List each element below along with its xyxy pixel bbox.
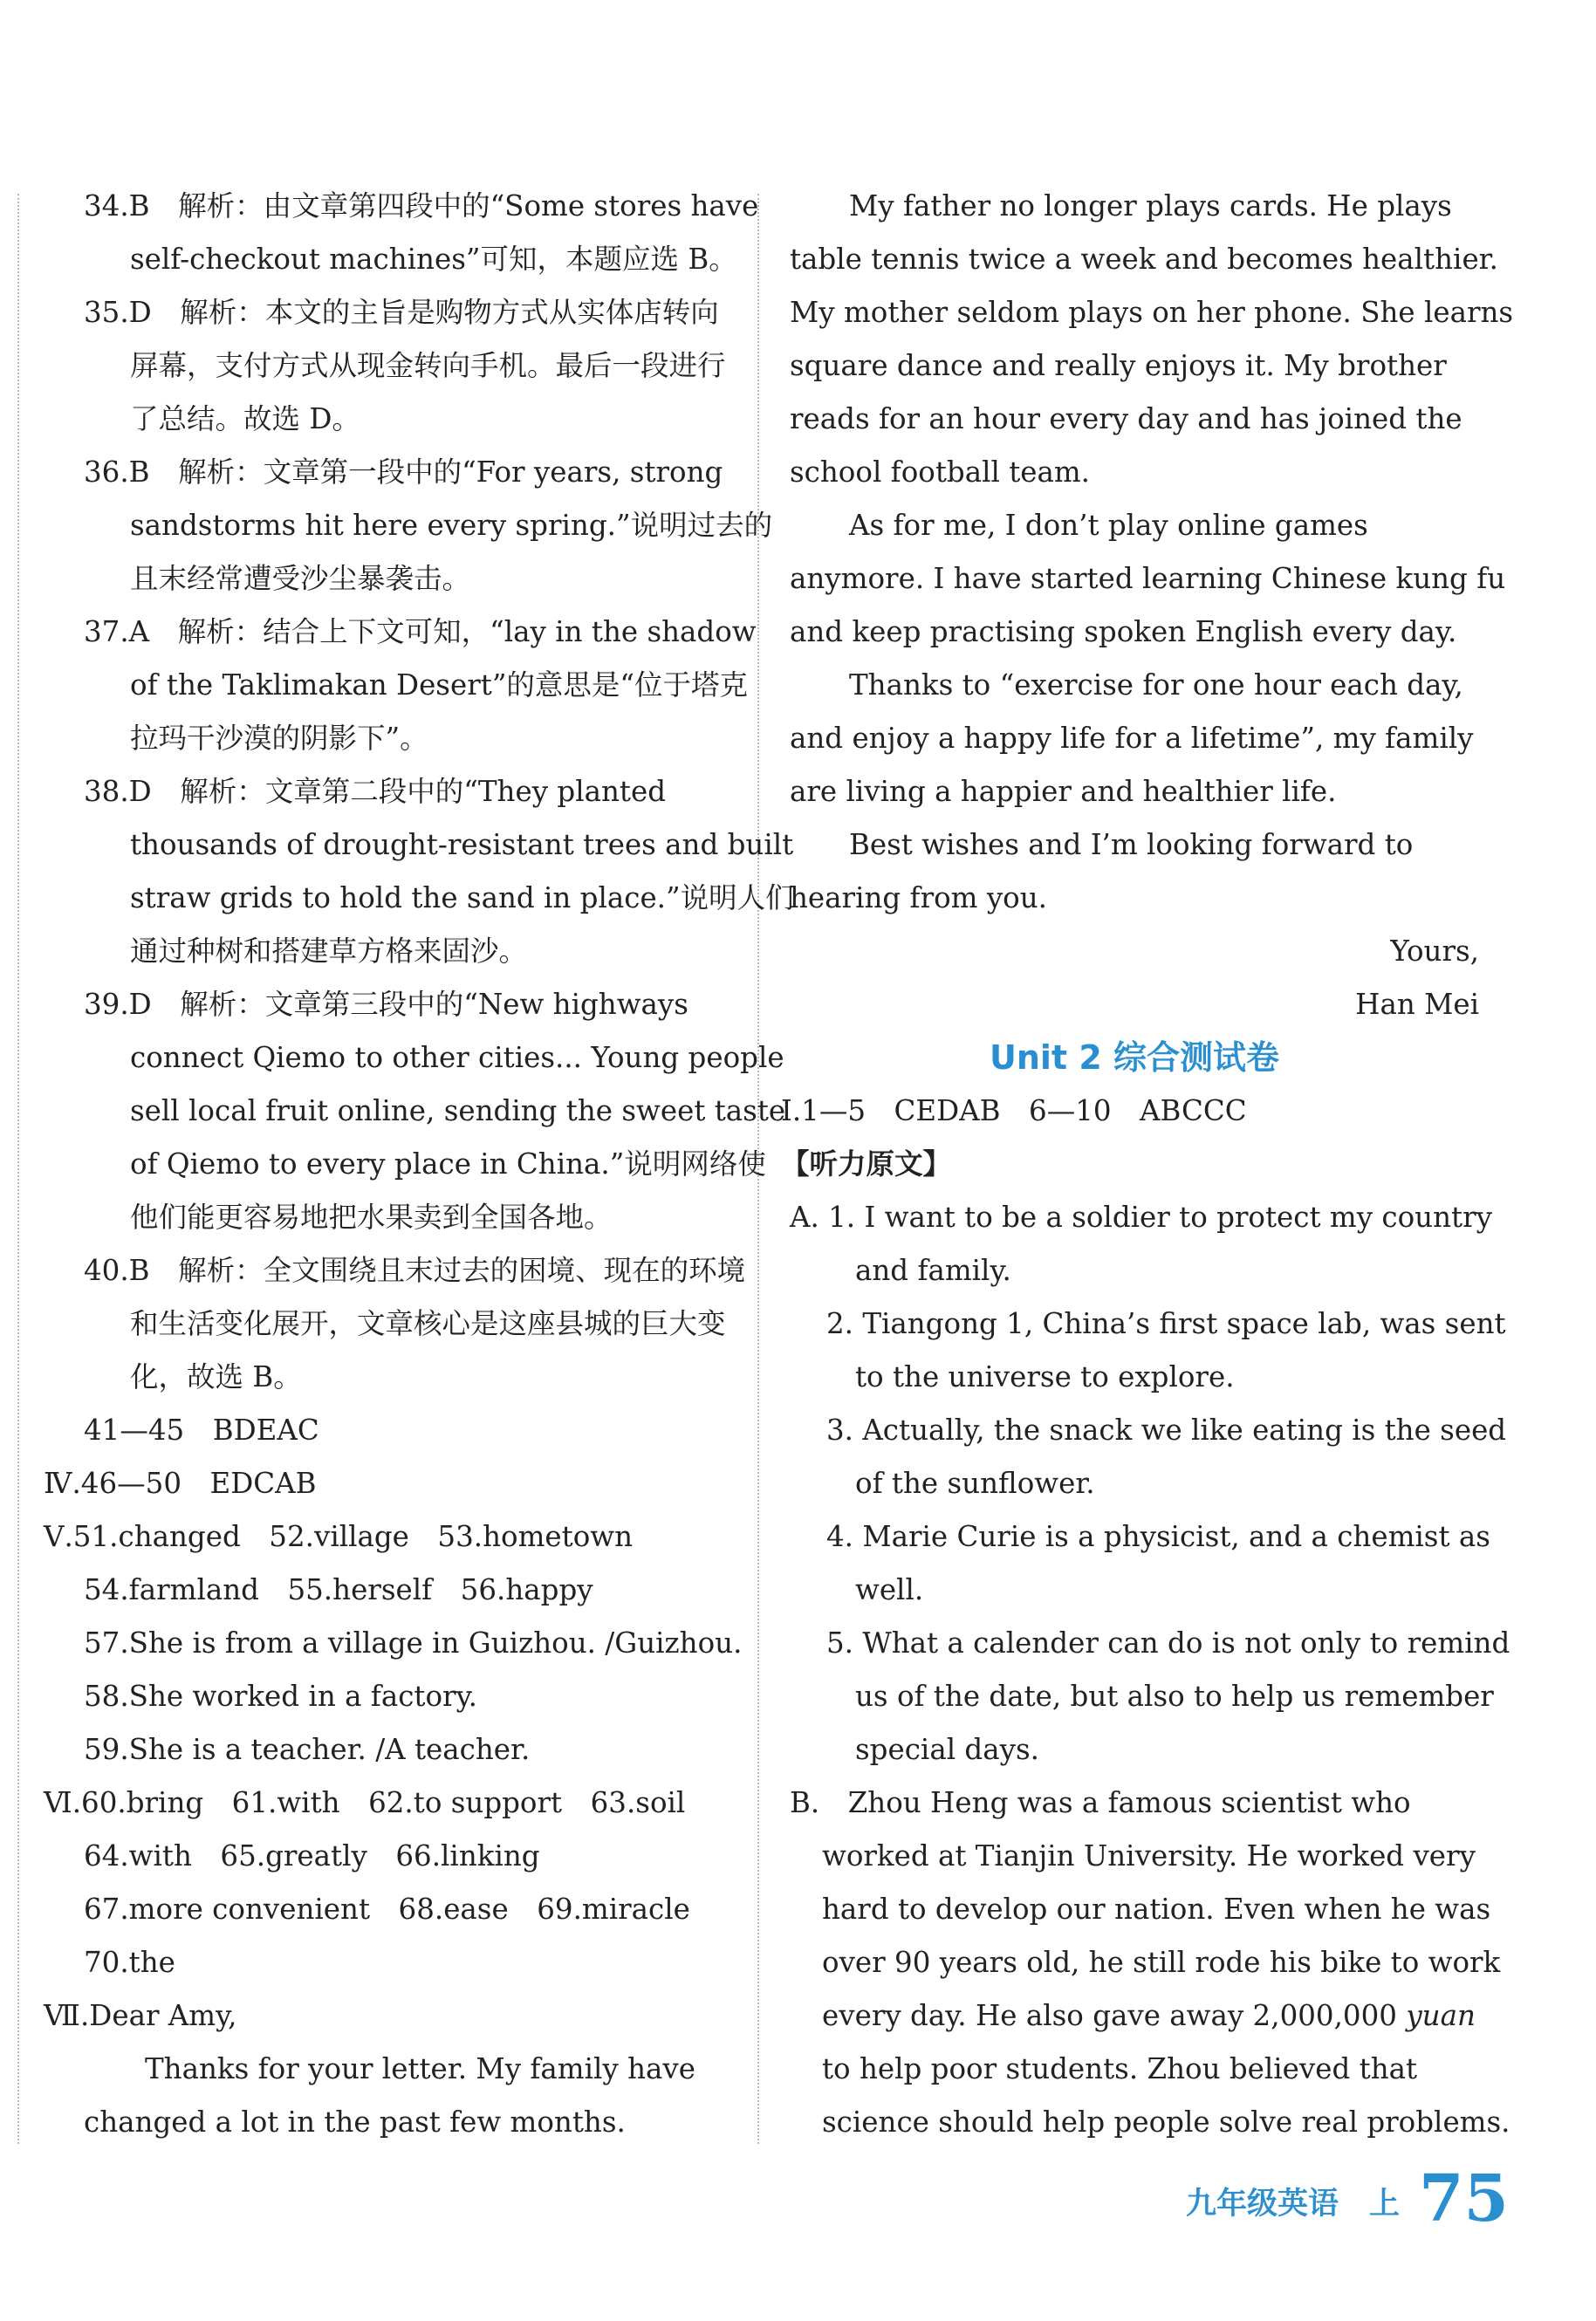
letter-line: square dance and really enjoys it. My brother bbox=[790, 349, 1447, 382]
answer-line: of the Taklimakan Desert”的意思是“位于塔克 bbox=[130, 668, 749, 702]
answer-line: 64.with 65.greatly 66.linking bbox=[84, 1839, 540, 1873]
letter-line: As for me, I don’t play online games bbox=[849, 509, 1368, 542]
letter-line: school football team. bbox=[790, 455, 1091, 489]
letter-line: are living a happier and healthier life. bbox=[790, 775, 1337, 808]
section-vi-answer: Ⅵ.60.bring 61.with 62.to support 63.soil bbox=[44, 1786, 686, 1819]
answer-line: connect Qiemo to other cities... Young people bbox=[130, 1041, 784, 1074]
letter-line: changed a lot in the past few months. bbox=[84, 2105, 626, 2139]
section-vii-answer: Ⅶ.Dear Amy, bbox=[44, 1999, 237, 2032]
letter-line: My mother seldom plays on her phone. She learns bbox=[790, 296, 1514, 329]
letter-line: Thanks to “exercise for one hour each day, bbox=[849, 668, 1463, 702]
footer-book-title: 九年级英语 上 bbox=[1186, 2187, 1401, 2222]
answer-line: self-checkout machines”可知，本题应选 B。 bbox=[130, 243, 737, 276]
answer-line: 58.She worked in a factory. bbox=[84, 1680, 477, 1713]
answer-line: 37.A 解析：结合上下文可知，“lay in the shadow bbox=[84, 615, 757, 648]
letter-line: and enjoy a happy life for a lifetime”, my family bbox=[790, 722, 1474, 755]
answer-line: 41—45 BDEAC bbox=[84, 1414, 319, 1447]
answer-line: 且末经常遭受沙尘暴袭击。 bbox=[130, 562, 471, 595]
listening-line: hard to develop our nation. Even when he was bbox=[822, 1893, 1491, 1926]
listening-line: special days. bbox=[855, 1733, 1039, 1766]
answer-line: 屏幕，支付方式从现金转向手机。最后一段进行 bbox=[130, 349, 726, 382]
letter-line: hearing from you. bbox=[790, 881, 1048, 914]
listening-line: to help poor students. Zhou believed that bbox=[822, 2052, 1418, 2085]
letter-line: reads for an hour every day and has joined the bbox=[790, 402, 1462, 435]
currency-yuan: yuan bbox=[1406, 1999, 1476, 2032]
answer-line: 了总结。故选 D。 bbox=[130, 402, 360, 435]
listening-line: well. bbox=[855, 1573, 924, 1606]
answer-line: 54.farmland 55.herself 56.happy bbox=[84, 1573, 593, 1606]
listening-line: 2. Tiangong 1, China’s first space lab, was sent bbox=[826, 1307, 1506, 1340]
answer-line: 70.the bbox=[84, 1946, 175, 1979]
listening-line: us of the date, but also to help us remember bbox=[855, 1680, 1494, 1713]
answer-line: sell local fruit online, sending the sweet taste bbox=[130, 1094, 786, 1127]
listening-line: 5. What a calender can do is not only to remind bbox=[826, 1626, 1510, 1660]
answer-line: 拉玛干沙漠的阴影下”。 bbox=[130, 722, 428, 755]
letter-closing: Yours, bbox=[1390, 935, 1479, 968]
answer-line: 化，故选 B。 bbox=[130, 1360, 302, 1393]
answer-line: 通过种树和搭建草方格来固沙。 bbox=[130, 935, 528, 968]
listening-line: of the sunflower. bbox=[855, 1467, 1095, 1500]
answer-line: 38.D 解析：文章第二段中的“They planted bbox=[84, 775, 666, 808]
answer-line: 39.D 解析：文章第三段中的“New highways bbox=[84, 988, 688, 1021]
letter-line: and keep practising spoken English every day. bbox=[790, 615, 1457, 648]
letter-line: My father no longer plays cards. He plays bbox=[849, 189, 1452, 223]
letter-line: table tennis twice a week and becomes healthier. bbox=[790, 243, 1498, 276]
page-number: 75 bbox=[1419, 2161, 1509, 2236]
page-footer bbox=[1186, 2161, 1509, 2236]
listening-line: A. 1. I want to be a soldier to protect my country bbox=[790, 1201, 1492, 1234]
listening-line: B. Zhou Heng was a famous scientist who bbox=[790, 1786, 1411, 1819]
answer-line: 59.She is a teacher. /A teacher. bbox=[84, 1733, 531, 1766]
listening-line: worked at Tianjin University. He worked very bbox=[822, 1839, 1476, 1873]
answer-line: 35.D 解析：本文的主旨是购物方式从实体店转向 bbox=[84, 296, 719, 329]
listening-line: and family. bbox=[855, 1254, 1011, 1287]
listening-script-label: 【听力原文】 bbox=[781, 1147, 952, 1181]
answer-line: of Qiemo to every place in China.”说明网络使 bbox=[130, 1147, 766, 1181]
section-v-answer: Ⅴ.51.changed 52.village 53.hometown bbox=[44, 1520, 634, 1553]
answer-line: 和生活变化展开，文章核心是这座县城的巨大变 bbox=[130, 1307, 726, 1340]
answer-line: thousands of drought-resistant trees and built bbox=[130, 828, 794, 861]
answer-line: 57.She is from a village in Guizhou. /Guizhou. bbox=[84, 1626, 743, 1660]
listening-line bbox=[822, 1989, 1476, 2043]
listening-line: science should help people solve real problems. bbox=[822, 2105, 1510, 2139]
letter-line: Thanks for your letter. My family have bbox=[145, 2052, 695, 2085]
letter-line: anymore. I have started learning Chinese kung fu bbox=[790, 562, 1506, 595]
listening-line: 3. Actually, the snack we like eating is the seed bbox=[826, 1414, 1507, 1447]
answer-line: 40.B 解析：全文围绕且末过去的困境、现在的环境 bbox=[84, 1254, 746, 1287]
answer-line: sandstorms hit here every spring.”说明过去的 bbox=[130, 509, 773, 542]
listening-line: 4. Marie Curie is a physicist, and a chemist as bbox=[826, 1520, 1490, 1553]
listening-line: to the universe to explore. bbox=[855, 1360, 1235, 1393]
section-iv-answer: Ⅳ.46—50 EDCAB bbox=[44, 1467, 317, 1500]
answer-line: 34.B 解析：由文章第四段中的“Some stores have bbox=[84, 189, 759, 223]
answer-line: straw grids to hold the sand in place.”说明人们 bbox=[130, 881, 794, 914]
section-i-answer: Ⅰ.1—5 CEDAB 6—10 ABCCC bbox=[781, 1094, 1247, 1127]
listening-line: over 90 years old, he still rode his bike to work bbox=[822, 1946, 1501, 1979]
answer-line: 他们能更容易地把水果卖到全国各地。 bbox=[130, 1201, 613, 1234]
unit-heading: Unit 2 综合测试卷 bbox=[990, 1038, 1279, 1077]
left-margin-rule bbox=[17, 194, 19, 2144]
answer-line: 67.more convenient 68.ease 69.miracle bbox=[84, 1893, 690, 1926]
letter-line: Best wishes and I’m looking forward to bbox=[849, 828, 1414, 861]
letter-signature: Han Mei bbox=[1355, 988, 1479, 1021]
listening-text: every day. He also gave away 2,000,000 bbox=[822, 1999, 1397, 2032]
answer-line: 36.B 解析：文章第一段中的“For years, strong bbox=[84, 455, 723, 489]
